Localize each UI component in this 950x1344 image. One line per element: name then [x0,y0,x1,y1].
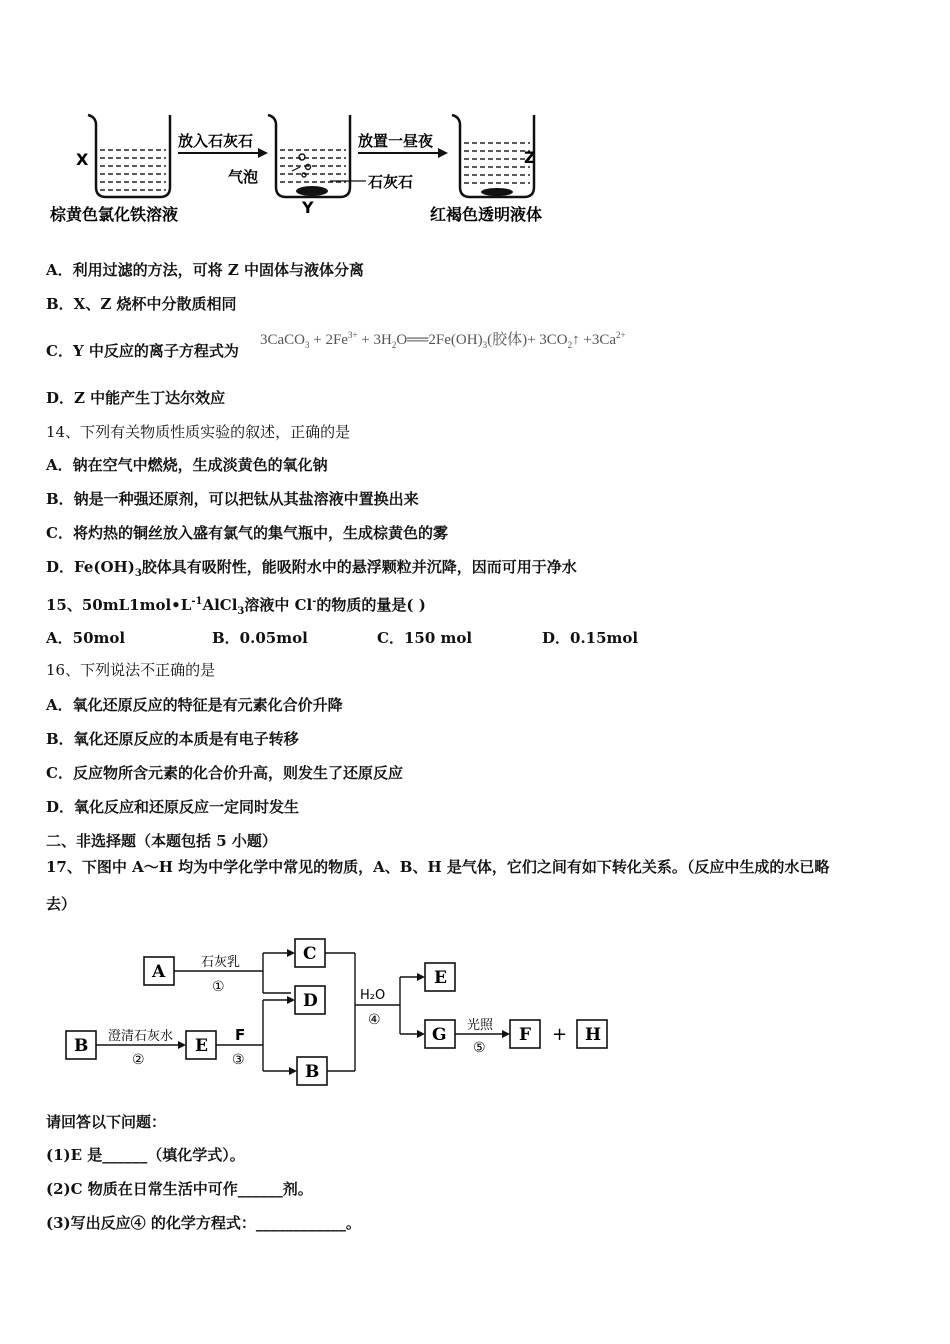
svg-text:③: ③ [232,1052,245,1068]
left-caption: 棕黄色氯化铁溶液 [50,205,179,224]
q13-option-a: A．利用过滤的方法，可将 Z 中固体与液体分离 [46,261,365,279]
q14-option-d: D．$Fe(OH)_3$胶体具有吸附性，能吸附水中的悬浮颗粒并沉降，因而可用于净水 [46,558,577,579]
svg-text:C: C [303,944,317,964]
q17-sub3: (3)写出反应④ 的化学方程式：____________。 [46,1214,361,1232]
label-z: Z [524,148,536,167]
limestone-z [481,188,513,196]
q16-stem: 16、下列说法不正确的是 [46,661,216,679]
arrow-head-2 [438,148,448,158]
svg-text:澄清石灰水: 澄清石灰水 [108,1029,174,1044]
svg-text:F: F [519,1025,532,1045]
q14-option-b: B．钠是一种强还原剂，可以把钛从其盐溶液中置换出来 [46,490,419,508]
svg-text:E: E [195,1036,208,1056]
limestone-label: 石灰石 [368,173,414,191]
q15-option-c: C．150 mol [377,629,473,647]
bubble-pointer [292,167,300,171]
q17-stem-line2: 去） [46,895,77,913]
q15-option-b: B．0.05mol [212,629,308,647]
beaker-y [268,115,350,197]
q17-sub1: (1)E 是______（填化学式）。 [46,1146,245,1164]
svg-text:H₂O: H₂O [360,988,386,1003]
svg-text:H: H [585,1025,602,1045]
q15-option-d: D．0.15mol [542,629,639,647]
q13-option-c: C．Y 中反应的离子方程式为 [46,342,239,360]
q17-prompt: 请回答以下问题： [46,1113,167,1131]
q15-stem: 15、$50mL1mol•L^{-1}AlCl_3$溶液中 Cl-的物质的量是( ) [46,596,426,617]
ionic-equation: 3CaCO$_3$ + $2Fe^{3+}$ + $3H_2O══2Fe(OH)_3$(胶体)+ $3CO_2↑ +3Ca^{2+}$ [260,330,626,350]
q16-option-a: A．氧化还原反应的特征是有元素化合价升降 [46,696,343,714]
svg-text:B: B [74,1036,89,1056]
q16-option-b: B．氧化还原反应的本质是有电子转移 [46,730,299,748]
svg-text:①: ① [212,979,225,995]
arrow1-label: 放入石灰石 [178,132,254,150]
svg-text:石灰乳: 石灰乳 [201,955,241,970]
svg-text:②: ② [132,1052,145,1068]
reaction-diagram [55,930,635,1090]
arrow-head-1 [258,148,268,158]
q14-stem: 14、下列有关物质性质实验的叙述，正确的是 [46,423,351,441]
section-heading: 二、非选择题（本题包括 5 小题） [46,832,277,850]
svg-text:E: E [434,968,447,988]
beaker-z [452,115,534,197]
svg-text:B: B [305,1062,320,1082]
q17-stem-line1: 17、下图中 A～H 均为中学化学中常见的物质，A、B、H 是气体，它们之间有如下转化关系。（反应中生成的水已略 [46,858,830,876]
svg-text:A: A [152,962,166,982]
svg-text:D: D [303,991,318,1011]
label-y: Y [302,198,314,217]
right-caption: 红褐色透明液体 [430,205,543,224]
q13-option-b: B．X、Z 烧杯中分散质相同 [46,295,237,313]
limestone-y [296,186,328,196]
label-x: X [76,150,89,169]
svg-text:G: G [432,1025,447,1045]
bubble-label: 气泡 [228,168,259,186]
beaker-x [88,115,170,197]
q16-option-d: D．氧化反应和还原反应一定同时发生 [46,798,300,816]
arrow2-label: 放置一昼夜 [358,132,434,150]
plus-sign: + [552,1024,568,1045]
svg-text:光照: 光照 [467,1018,494,1033]
q14-option-c: C．将灼热的铜丝放入盛有氯气的集气瓶中，生成棕黄色的雾 [46,524,448,542]
svg-text:④: ④ [368,1012,381,1028]
bubble [299,154,305,160]
q14-option-a: A．钠在空气中燃烧，生成淡黄色的氧化钠 [46,456,328,474]
q13-option-d: D．Z 中能产生丁达尔效应 [46,389,226,407]
svg-text:F: F [235,1026,246,1044]
q15-option-a: A．50mol [46,629,126,647]
q17-sub2: (2)C 物质在日常生活中可作______剂。 [46,1180,313,1198]
svg-text:⑤: ⑤ [473,1040,486,1056]
q16-option-c: C．反应物所含元素的化合价升高，则发生了还原反应 [46,764,403,782]
beaker-figure [40,105,600,225]
